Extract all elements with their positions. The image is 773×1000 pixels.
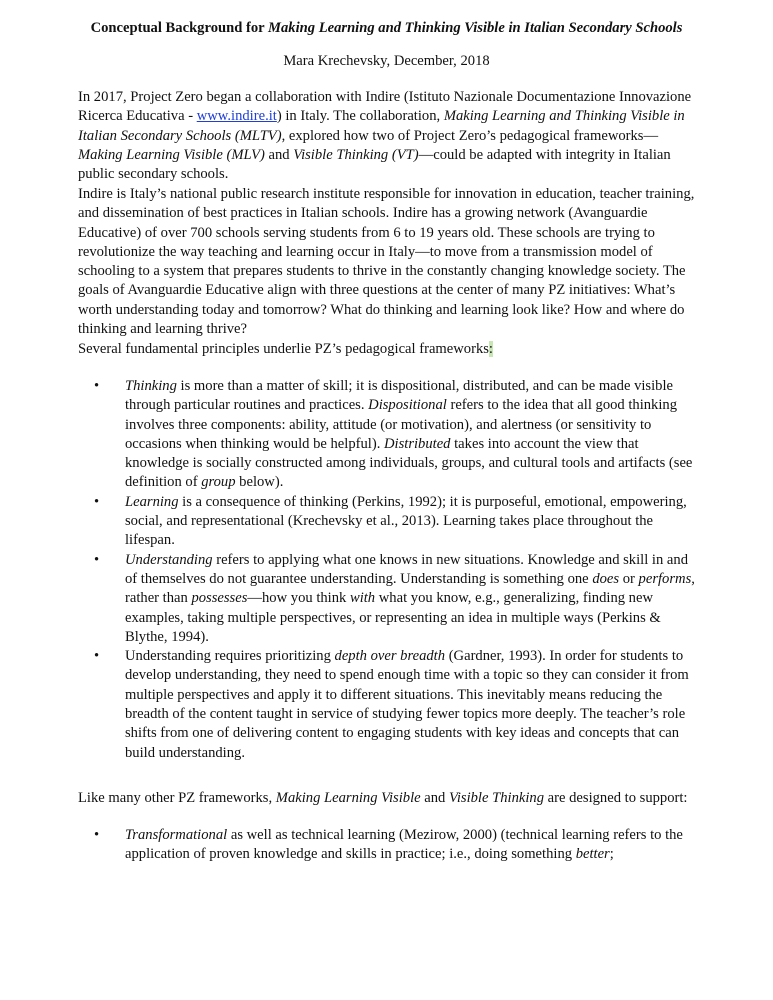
italic-text: better (575, 846, 610, 863)
text: what you know, e.g., generalizing, finding new examples, taking multiple perspectives, or representing an idea in multiple ways (Perkins & Blythe, 1994). (125, 590, 661, 645)
text: and (420, 790, 449, 806)
italic-text: Making Learning Visible (MLV) (78, 146, 265, 163)
text: and (264, 146, 294, 163)
text: In 2017, Project Zero began a collaboration with Indire (Istituto Nazionale Documentazione Innovazione Ricerca Educativa - (78, 89, 692, 125)
italic-text: possesses (191, 590, 248, 607)
principles-intro (78, 340, 698, 359)
italic-text: Making Learning and Thinking Visible in Italian Secondary Schools (MLTV) (78, 108, 685, 144)
italic-text: Visible Thinking (VT) (293, 146, 419, 163)
text: are designed to support: (544, 790, 688, 806)
list-item (78, 826, 698, 865)
text: Several fundamental principles underlie PZ’s pedagogical frameworks (78, 341, 489, 357)
italic-text: Understanding (125, 551, 213, 568)
intro-paragraph (78, 88, 698, 184)
list-item (78, 551, 698, 647)
italic-text: group (201, 474, 236, 491)
text: —how you think (247, 590, 350, 607)
bullet-icon: • (94, 648, 100, 665)
supports-list (78, 826, 698, 865)
text: Like many other PZ frameworks, (78, 790, 276, 806)
indire-link[interactable]: www.indire.it (196, 108, 277, 125)
frameworks-support-intro (78, 789, 698, 808)
text: or (619, 570, 639, 587)
italic-text: performs (638, 570, 692, 587)
italic-text: does (592, 570, 620, 587)
list-item (78, 647, 698, 763)
italic-text: Transformational (125, 827, 228, 843)
italic-text: Dispositional (368, 397, 447, 414)
text: —could be adapted with integrity in Italian public secondary schools. (78, 146, 671, 183)
bullet-icon: • (94, 827, 100, 843)
bullet-icon: • (94, 378, 100, 394)
text: (Gardner, 1993). In order for students to develop understanding, they need to spend enough time with a topic so they can consider it from multiple perspectives and apply it to different situations. This inevitably means reducing the breadth of the content taught in service of studying fewer topics more deeply. The teacher’s role shifts from one of delivering content to engaging students with key ideas and concepts that can build understanding. (125, 648, 689, 761)
text: refers to the idea that all good thinking involves three components: ability, attitude (or motivation), and alertness (or sensitivity to occasions when thinking would be helpful). (125, 397, 678, 452)
document-title (0, 19, 773, 38)
text: ) in Italy. The collaboration, (276, 108, 444, 125)
italic-text: Thinking (125, 378, 177, 394)
italic-text: Visible Thinking (449, 790, 544, 806)
list-item (78, 377, 698, 493)
text: , rather than (125, 570, 695, 607)
italic-text: with (349, 590, 376, 607)
principles-list (78, 377, 698, 763)
italic-text: Making Learning Visible (275, 790, 421, 806)
italic-text: Distributed (384, 435, 451, 452)
text: is a consequence of thinking (Perkins, 1992); it is purposeful, emotional, empowering, social, and representational (Krechevsky et al., 2013). Learning takes place throughout the lifespan. (125, 493, 687, 549)
title-plain: Conceptual Background for (90, 20, 269, 36)
highlighted-colon: : (488, 341, 493, 357)
text: is more than a matter of skill; it is dispositional, distributed, and can be made visible through particular routines and practices. (125, 378, 673, 414)
bullet-icon: • (94, 493, 100, 510)
list-item (78, 493, 698, 551)
author-date-line: Mara Krechevsky, December, 2018 (283, 53, 490, 69)
text: takes into account the view that knowledge is socially constructed among individuals, groups, and cultural tools and artifacts (see definition of (125, 435, 693, 491)
bullet-icon: • (94, 551, 100, 568)
text: Understanding requires prioritizing (125, 648, 335, 665)
text: as well as technical learning (Mezirow, 2000) (technical learning refers to the application of proven knowledge and skills in practice; i.e., doing something (125, 827, 683, 863)
text: ; (609, 846, 614, 863)
indire-paragraph: Indire is Italy’s national public research institute responsible for innovation in education, teacher training, and dissemination of best practices in Italian schools. Indire has a growing network (Avanguardie Educative) of over 700 schools serving students from 6 to 19 years old. These schools are trying to revolutionize the way teaching and learning occur in Italy—to move from a transmission model of schooling to a system that prepares students to thrive in the constantly changing knowledge society. The goals of Avanguardie Educative align with three questions at the center of many PZ initiatives: What’s worth understanding today and tomorrow? What do thinking and learning look like? How and where do thinking and learning thrive? (78, 186, 695, 338)
title-italic: Making Learning and Thinking Visible in Italian Secondary Schools (268, 20, 683, 36)
text: below). (235, 474, 284, 491)
italic-text: Learning (125, 493, 179, 510)
italic-text: depth over breadth (334, 648, 446, 665)
text: refers to applying what one knows in new situations. Knowledge and skill in and of themselves do not guarantee understanding. Understanding is something one (125, 551, 688, 587)
text: , explored how two of Project Zero’s pedagogical frameworks— (281, 127, 659, 144)
